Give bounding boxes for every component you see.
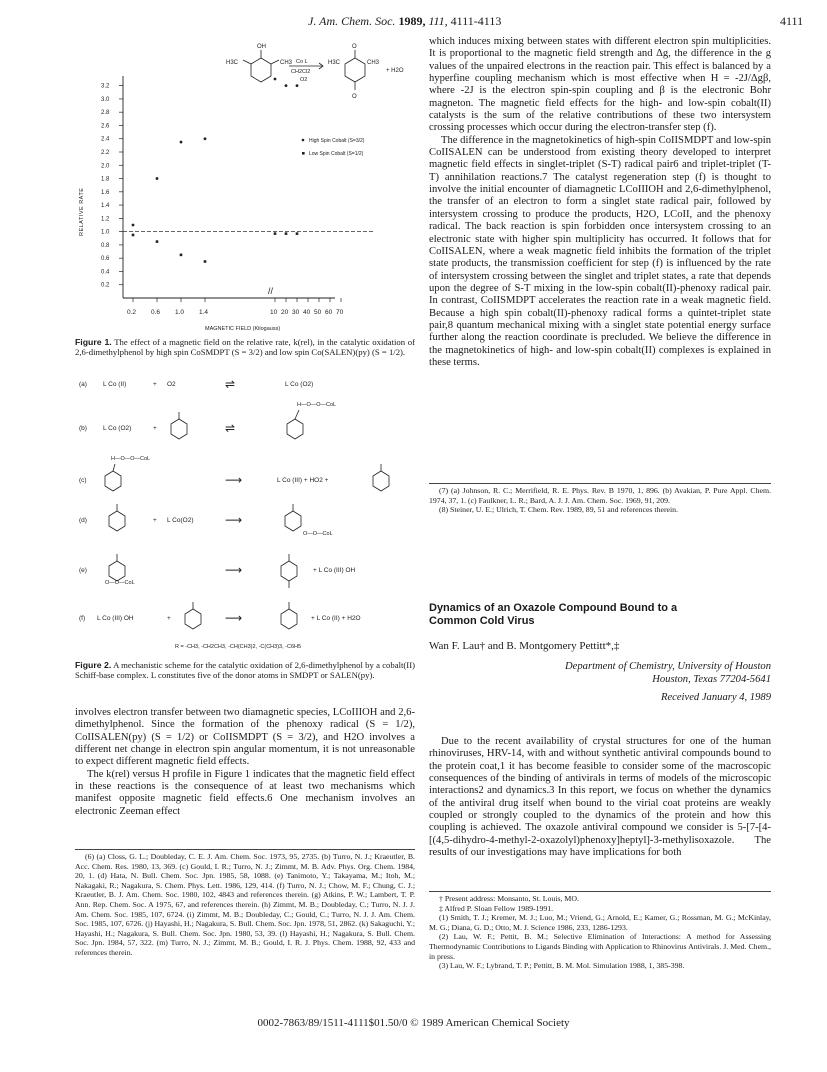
figure-1-chart	[75, 36, 415, 336]
journal-year: 1989,	[398, 14, 426, 28]
low-spin-point	[180, 254, 183, 257]
low-spin-point	[132, 234, 135, 237]
journal-pages: 4111-4113	[450, 14, 502, 28]
reference-6: (6) (a) Closs, G. L.; Doubleday, C. E. J. Am. Chem. Soc. 1973, 95, 2735. (b) Turro, N. J.; Kraeutler, B. Acc. Chem. Res. 1980, 13, 369. (c) Gould, I. R.; Turro, N. J.; Zimmt, M. B. Adv. Phys. Org. Chem. 1984, 20, 1. (d) Hata, N. Bull. Chem. Soc. Jpn. 1985, 58, 1088. (e) Tanimoto, Y.; Takayama, M.; Itoh, M.; Nakagaki, R.; Nagakura, S. Chem. Phys. Lett. 1986, 129, 414. (f) Turro, N. J.; Chow, M. F.; Chung, C. J.; Kraeutler, B. J. Am. Chem. Soc. 1980, 102, 4843 and references therein. (g) Atkins, P. W.; Lambert, T. P. Ann. Rep. Chem. Soc. A 1975, 67, and references therein. (h) Zimmt, M. B.; Doubleday, C.; Turro, N. J. J. Am. Chem. Soc. 1985, 107, 6724. (i) Zimmt, M. B.; Doubleday, C.; Gould, C.; Turro, N. J. J. Am. Chem. Soc. 1985, 107, 6726. (j) Hayashi, H.; Nagakura, S. Bull. Chem. Soc. Jpn. 1978, 51, 2862. (k) Sakaguchi, Y.; Hayashi, H.; Nagakura, S. Bull. Chem. Soc. Jpn. 1980, 53, 39. (l) Hayashi, H.; Nagakura, S. Bull. Chem. Soc. Jpn. 1984, 57, 322. (m) Turro, N. J.; Zimmt, M. B.; Gould, I. R. J. Phys. Chem. 1988, 92, 433 and references therein.	[75, 852, 415, 957]
y-axis-label: RELATIVE RATE	[79, 187, 85, 236]
ring-c-product	[373, 471, 389, 491]
figure-1-caption-text: The effect of a magnetic field on the relative rate, k(rel), in the catalytic oxidation of 2,6-dimethylphenol by high spin CoSMDPT (S = 3/2) and low spin Co(SALEN)(py) (S = 1/2).	[75, 337, 415, 358]
legend	[302, 138, 365, 157]
received-date: Received January 4, 1989	[660, 692, 771, 703]
page-footer: 0002-7863/89/1511-4111$01.50/0 © 1989 American Chemical Society	[257, 1017, 570, 1029]
x-tick-label: 50	[314, 309, 322, 316]
right-paragraph-1: which induces mixing between states with different electron spin multiplicities. It is proportional to the magnetic field strength and Δg, the difference in the g values of the unpaired electrons in the reaction pair. This effect is balanced by a hyperfine coupling mechanism which is most effective when H = -2J/Δgβ, where -2J is the electron spin-spin coupling and β is the electronic Bohr magneton. The magnetic field effects for the high- and low-spin cobalt(II) catalysts is the sum of the relative contributions of these two intersystem crossing processes which occur during the electron-transfer step (f).	[429, 36, 771, 134]
low-spin-point	[156, 240, 159, 243]
x-tick-label: 1.0	[175, 309, 185, 316]
step-c-right: L Co (III) + HO2 +	[277, 477, 329, 484]
x-tick-label: 10	[270, 309, 278, 316]
article-paragraph-1: Due to the recent availability of crystal structures for one of the human rhinoviruses, HRV-14, with and without synthetic antiviral compounds bound to the protein coat,1 it has become feasible to consider some of the macroscopic consequences of the binding of antivirals in terms of models of the microscopic interactions2 and dynamics.3 In this report, we focus on whether the dynamics of the antiviral drug itself when bound to the virial coat proteins are weakly coupled or strongly coupled to the dynamics of the protein and how this coupling is achieved. The oxazole antiviral compound we consider is 5-[7-[4-[(4,5-dihydro-4-methyl-2-oxazolyl)phenoxy]heptyl]-3-methylisoxazole. The results of our investigations may have implications for both	[429, 736, 771, 859]
legend-high-spin-marker	[302, 139, 305, 142]
footnote-2: (2) Lau, W. F.; Pettit, B. M.; Selective Elimination of Interactions: A method for Assessing Thermodynamic Contributions to Ligands Binding with Application to Rhinovirus Antivirals. J. Med. Chem., in press.	[429, 932, 771, 961]
scheme-structures	[105, 410, 389, 629]
step-d-right: O—O—CoL	[303, 531, 333, 537]
running-header	[308, 14, 501, 29]
affiliation-line-1: Department of Chemistry, University of Houston	[565, 661, 771, 672]
figure-1-caption-label: Figure 1.	[75, 337, 112, 347]
step-b-left: L Co (O2)	[103, 425, 132, 432]
left-column-body	[75, 707, 415, 818]
footnote-3: (3) Lau, W. F.; Lybrand, T. P.; Pettitt, B. M. Mol. Simulation 1988, 1, 385-398.	[439, 961, 685, 971]
ring-f-reactant	[185, 609, 201, 629]
figure-2-caption	[75, 660, 415, 681]
reaction-labels	[226, 44, 404, 100]
axis-break: //	[268, 286, 274, 296]
product-right-group: CH3	[367, 60, 380, 66]
step-b-arrow: ⇌	[225, 421, 236, 435]
step-a-left: L Co (II)	[103, 381, 127, 388]
high-spin-point	[204, 137, 207, 140]
x-tick-label: 1.4	[199, 309, 209, 316]
x-ticks	[127, 298, 344, 316]
right-paragraph-2: The difference in the magnetokinetics of high-spin CoIISMDPT and low-spin CoIISALEN can be understood from existing theory developed to interpret magnetic field effects in singlet-triplet (S-T) radical pair6 and triplet-triplet (T-T) annihilation reactions.7 The catalyst regeneration step (f) is thought to involve the initial encounter of diamagnetic LCoIIIOH and 2,6-dimethylphenol, the transfer of an electron to form a singlet state radical pair, followed by intersystem crossing to produce the products, H2O, LCoII, and the phenoxy radical. The back reaction is spin forbidden once intersystem crossing to an electronic state with higher spin multiplicity has occurred. It follows that for CoIISALEN, where a weak magnetic field inhibits the formation of the triplet state products, the transmission coefficient for step (f) is influenced by the rate of intersystem crossing between the singlet and triplet states, a rate that depends upon the degree of S-T mixing in the low-spin cobalt(II)-phenoxy radical pair. In contrast, CoIISMDPT accelerates the reaction rate in a weak magnetic field. Because a high spin cobalt(II)-phenoxy radical forms a quintet-triplet state pair,8 quantum mechanical mixing with a singlet state potential energy surface further along the reaction coordinate is precluded. We believe the difference in the magnetokinetics of high- and low-spin cobalt(II) complexes is explained in these terms.	[429, 134, 771, 368]
step-d-mid: L Co(O2)	[167, 517, 194, 524]
chart-axes	[123, 76, 335, 298]
step-c-arrow: ⟶	[225, 473, 243, 487]
y-tick-label: 1.2	[101, 216, 110, 223]
y-tick-label: 2.8	[101, 110, 110, 117]
step-b-annot: H—O—O—CoL	[297, 402, 337, 408]
page-number: 4111	[780, 14, 804, 28]
y-tick-label: 3.2	[101, 83, 110, 90]
article-body	[429, 736, 771, 859]
ring-d-product	[285, 511, 301, 531]
article-footnotes	[429, 894, 771, 971]
product-o-bottom: O	[352, 94, 357, 100]
y-tick-label: 0.8	[101, 242, 110, 249]
y-ticks	[101, 84, 123, 289]
article-authors: Wan F. Lau† and B. Montgomery Pettitt*,‡	[429, 640, 620, 652]
step-b-label: (b)	[79, 425, 87, 432]
y-tick-label: 3.0	[101, 96, 110, 103]
y-tick-label: 2.0	[101, 163, 110, 170]
step-a-right: L Co (O2)	[285, 381, 314, 388]
step-d-plus: +	[153, 517, 157, 524]
low-spin-point	[285, 232, 288, 235]
x-tick-label: 70	[336, 309, 344, 316]
left-paragraph-2: The k(rel) versus H profile in Figure 1 indicates that the magnetic field effect in these reactions is the consequence of at least two mechanisms which manifest opposite magnetic field effects.6 One mechanism involves an electronic Zeeman effect	[75, 768, 415, 817]
footnote-1: (1) Smith, T. J.; Kremer, M. J.; Luo, M.; Vriend, G.; Arnold, E.; Kamer, G.; Rossman, M. G.; McKinlay, M. G.; Diana, G. D.; Otto, M. J. Science 1986, 233, 1286-1293.	[429, 913, 771, 932]
y-tick-label: 2.6	[101, 123, 110, 130]
ring-e-product	[281, 561, 297, 581]
step-a-arrow: ⇌	[225, 377, 236, 391]
reactant-oh: OH	[257, 44, 266, 50]
reference-8: (8) Steiner, U. E.; Ulrich, T. Chem. Rev. 1989, 89, 51 and references therein.	[439, 505, 679, 515]
phenol-ring	[251, 58, 271, 82]
high-spin-point	[132, 224, 135, 227]
ring-b-product	[287, 419, 303, 439]
article-title	[429, 602, 771, 628]
x-tick-label: 20	[281, 309, 289, 316]
left-references	[75, 852, 415, 958]
ring-f-product	[281, 609, 297, 629]
reference-7: (7) (a) Johnson, R. C.; Merrifield, R. E. Phys. Rev. B 1970, 1, 896. (b) Avakian, P. Pure Appl. Chem. 1974, 37, 1. (c) Faulkner, L. R.; Bard, A. J. J. Am. Chem. Soc. 1969, 91, 209.	[429, 486, 771, 505]
article-affiliation	[429, 661, 771, 705]
ring-b-reactant	[171, 419, 187, 439]
step-f-label: (f)	[79, 615, 86, 622]
y-tick-label: 0.2	[101, 282, 110, 289]
y-tick-label: 2.2	[101, 150, 110, 156]
reactant-right-group: CH3	[280, 60, 293, 66]
step-d-label: (d)	[79, 517, 87, 524]
ring-c-reactant	[105, 471, 121, 491]
high-spin-point	[296, 84, 299, 87]
right-references	[429, 486, 771, 515]
y-tick-label: 1.8	[101, 176, 110, 183]
high-spin-point	[274, 78, 277, 81]
legend-high-spin-label: High Spin Cobalt (S=3/2)	[309, 138, 365, 144]
article-title-line-1: Dynamics of an Oxazole Compound Bound to a	[429, 602, 678, 614]
y-tick-label: 1.6	[101, 189, 110, 196]
x-tick-label: 60	[325, 309, 333, 316]
low-spin-point	[296, 232, 299, 235]
figure-1	[75, 36, 415, 336]
low-spin-point	[204, 260, 207, 263]
product-left-group: H3C	[328, 60, 341, 66]
step-a-plus: +	[153, 381, 157, 388]
step-c-annot: H—O—O—CoL	[111, 456, 151, 462]
figure-2-caption-label: Figure 2.	[75, 660, 112, 670]
step-d-arrow: ⟶	[225, 513, 243, 527]
footnote-double-dagger: ‡ Alfred P. Sloan Fellow 1989-1991.	[439, 903, 554, 913]
legend-low-spin-marker	[302, 152, 305, 155]
step-f-plus: +	[167, 615, 171, 622]
high-spin-point	[180, 141, 183, 144]
high-spin-point	[285, 84, 288, 87]
left-paragraph-1: involves electron transfer between two diamagnetic species, LCoIIIOH and 2,6-dimethylphenol. Since the formation of the phenoxy radical (S = 1/2), CoIISALEN(py) (S = 1/2) or CoIISMDPT (S = 3/2), and H2O involves a different net change in electron spin angular momentum, it is not unreasonable to expect different magnetic field effects.	[75, 707, 415, 768]
journal-volume: 111,	[428, 14, 448, 28]
x-axis-label: MAGNETIC FIELD (Kilogauss)	[205, 326, 281, 332]
step-f-right: + L Co (II) + H2O	[311, 615, 361, 622]
right-footnote-rule	[429, 483, 771, 484]
affiliation-line-2: Houston, Texas 77204-5641	[652, 673, 771, 685]
figure-2-scheme	[75, 372, 415, 654]
step-f-arrow: ⟶	[225, 611, 243, 625]
reagent-bottom: O2	[300, 77, 308, 83]
x-tick-label: 40	[303, 309, 311, 316]
article-footnote-rule	[429, 891, 771, 892]
figure-2-caption-text: A mechanistic scheme for the catalytic oxidation of 2,6-dimethylphenol by a cobalt(II) Schiff-base complex. L constitutes five of the donor atoms in SMDPT or SALEN(py).	[75, 660, 415, 681]
step-e-left: O—O—CoL	[105, 580, 135, 586]
scheme-drawing	[75, 372, 415, 654]
y-tick-label: 1.0	[101, 229, 110, 236]
quinone-ring	[345, 58, 365, 82]
footnote-dagger: † Present address: Monsanto, St. Louis, MO.	[439, 894, 579, 903]
step-e-right: + L Co (III) OH	[313, 567, 356, 574]
x-tick-label: 30	[292, 309, 300, 316]
x-tick-label: 0.2	[127, 309, 137, 316]
journal-name: J. Am. Chem. Soc.	[308, 14, 396, 28]
product-o-top: O	[352, 44, 357, 50]
article-title-line-2: Common Cold Virus	[429, 615, 535, 627]
data-points	[132, 78, 299, 263]
r-group-definition: R = -CH3, -CH2CH3, -CH(CH3)2, -C(CH3)3, -C6H5	[175, 644, 302, 650]
y-tick-label: 0.6	[101, 256, 110, 263]
right-column-body	[429, 36, 771, 369]
low-spin-point	[274, 232, 277, 235]
y-tick-label: 0.4	[101, 269, 110, 276]
step-f-left: L Co (III) OH	[97, 615, 134, 622]
reagent-top: Co L	[296, 59, 308, 65]
left-footnote-rule	[75, 849, 415, 850]
step-e-label: (e)	[79, 567, 87, 574]
step-c-label: (c)	[79, 477, 87, 484]
legend-low-spin-label: Low Spin Cobalt (S=1/2)	[309, 151, 364, 157]
high-spin-point	[156, 177, 159, 180]
y-tick-label: 2.4	[101, 136, 110, 143]
y-tick-label: 1.4	[101, 203, 110, 210]
reactant-left-group: H3C	[226, 60, 239, 66]
ring-e-reactant	[109, 561, 125, 581]
x-tick-label: 0.6	[151, 309, 161, 316]
figure-1-caption	[75, 337, 415, 358]
step-a-label: (a)	[79, 381, 87, 388]
ring-d-reactant	[109, 511, 125, 531]
step-e-arrow: ⟶	[225, 563, 243, 577]
reaction-extra: + H2O	[386, 68, 404, 74]
step-b-plus: +	[153, 425, 157, 432]
step-a-mid: O2	[167, 381, 176, 388]
reagent-mid: CH2Cl2	[291, 69, 311, 75]
